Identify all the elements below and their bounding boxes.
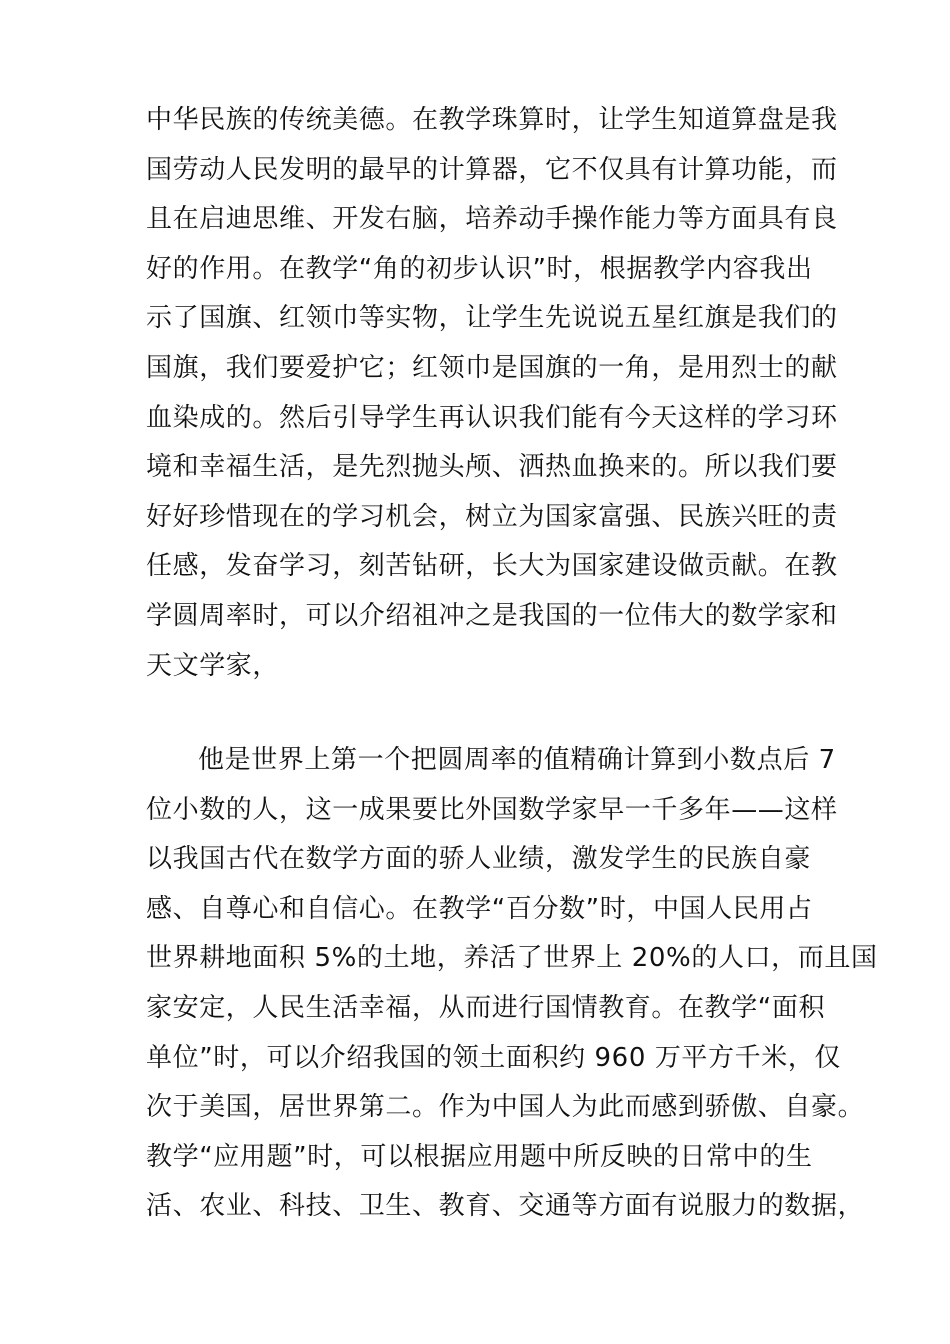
- text-line: 好好珍惜现在的学习机会，树立为国家富强、民族兴旺的责: [146, 501, 838, 532]
- text-line: 好的作用。在教学“角的初步认识”时，根据教学内容我出: [146, 253, 813, 284]
- text-line: 家安定，人民生活幸福，从而进行国情教育。在教学“面积: [146, 993, 826, 1023]
- text-line: 天文学家，: [146, 650, 280, 681]
- text-line: 国旗，我们要爱护它；红领巾是国旗的一角，是用烈士的献: [146, 353, 838, 383]
- text-line: 境和幸福生活，是先烈抛头颅、洒热血换来的。所以我们要: [146, 452, 838, 483]
- text-line: 世界耕地面积 5%的土地，养活了世界上 20%的人口，而且国: [146, 943, 878, 974]
- text-line: 示了国旗、红领巾等实物，让学生先说说五星红旗是我们的: [146, 303, 838, 334]
- text-line: 位小数的人，这一成果要比外国数学家早一千多年——这样: [146, 794, 838, 825]
- text-line: 他是世界上第一个把圆周率的值精确计算到小数点后 7: [198, 745, 836, 775]
- text-line: 任感，发奋学习，刻苦钻研，长大为国家建设做贡献。在教: [146, 551, 838, 582]
- text-line: 以我国古代在数学方面的骄人业绩，激发学生的民族自豪: [146, 844, 812, 875]
- text-line: 且在启迪思维、开发右脑，培养动手操作能力等方面具有良: [146, 204, 838, 235]
- text-line: 感、自尊心和自信心。在教学“百分数”时，中国人民用占: [146, 893, 813, 924]
- text-line: 单位”时，可以介绍我国的领土面积约 960 万平方千米，仅: [146, 1042, 842, 1073]
- text-line: 国劳动人民发明的最早的计算器，它不仅具有计算功能，而: [146, 154, 838, 185]
- text-line: 次于美国，居世界第二。作为中国人为此而感到骄傲、自豪。: [146, 1092, 865, 1123]
- text-line: 中华民族的传统美德。在教学珠算时，让学生知道算盘是我: [146, 105, 838, 135]
- text-line: 血染成的。然后引导学生再认识我们能有今天这样的学习环: [146, 402, 838, 433]
- text-line: 教学“应用题”时，可以根据应用题中所反映的日常中的生: [146, 1141, 813, 1172]
- text-line: 活、农业、科技、卫生、教育、交通等方面有说服力的数据，: [146, 1191, 865, 1222]
- text-line: 学圆周率时，可以介绍祖冲之是我国的一位伟大的数学家和: [146, 601, 838, 631]
